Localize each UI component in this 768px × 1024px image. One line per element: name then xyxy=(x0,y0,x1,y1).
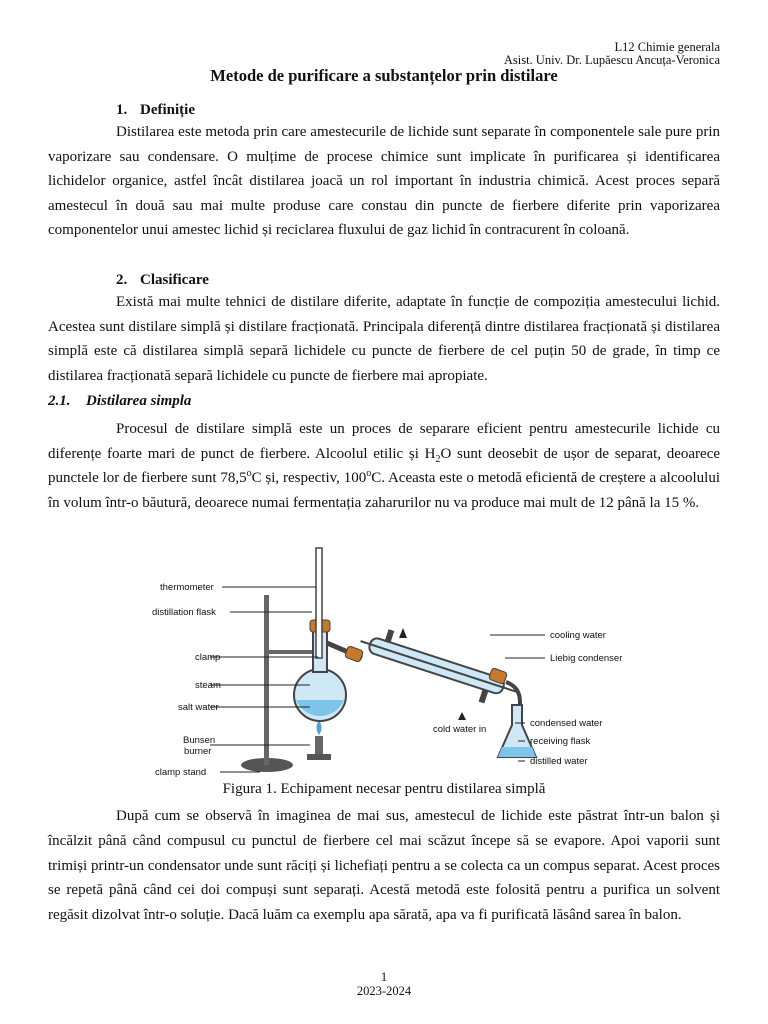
label-salt-water: salt water xyxy=(178,702,219,713)
section-2-1-heading xyxy=(48,393,191,410)
section-2-title: Clasificare xyxy=(140,272,209,288)
label-liebig-condenser: Liebig condenser xyxy=(550,653,623,664)
stand-rod xyxy=(264,595,269,765)
bunsen-tube xyxy=(315,736,323,756)
footer-year: 2023-2024 xyxy=(356,984,412,998)
label-clamp-stand: clamp stand xyxy=(155,767,207,778)
label-distilled-water: distilled water xyxy=(530,756,588,767)
text-part-c: C și, respectiv, 100 xyxy=(251,470,367,487)
section-2-number: 2. xyxy=(116,272,128,288)
section-1-text: Distilarea este metoda prin care amestecurile de lichide sunt separate în componentele sale pure prin vaporizare sau condensare. O mulțime de procese chimice sunt implicate în purificarea și identificarea lichidelor organice, astfel încât distilarea joacă un rol important în industria chimică. Acest proces separă amestecul în două sau mai multe produse care constau din puncte de fierbere diferite prin vaporizarea componentelor unui amestec lichid și reciclarea fluxului de gaz lichid în contracurent în coloană. xyxy=(48,124,720,239)
label-burner: burner xyxy=(184,746,212,757)
section-2-1-number: 2.1. xyxy=(48,393,71,409)
label-bunsen: Bunsen xyxy=(183,735,216,746)
degree-sup-2: o xyxy=(366,468,372,480)
paragraph-after-figure: După cum se observă în imaginea de mai sus, amestecul de lichide este păstrat într-un balon și încălzit până când compusul cu punctul de fierbere cel mai scăzut începe să se evapore. Apoi vaporii sunt trimiși printr-un condensator unde sunt răciți și lichefiați pentru a se colecta ca un compus separat. Acest proces se repetă până când cei doi compuși sunt separați. Acestă metodă este folosită pentru a purifica un solvent regăsit dizolvat într-o soluție. Dacă luăm ca exemplu apa sărată, apa va fi purificată lăsând sarea în balon. xyxy=(48,808,720,924)
label-cooling-water: cooling water xyxy=(550,630,606,641)
subscript-2: 2 xyxy=(435,453,441,465)
section-2-heading xyxy=(116,272,209,289)
cooling-out-arrow-icon xyxy=(399,628,407,638)
liebig-condenser xyxy=(354,622,524,712)
header-course: L12 Chimie generala xyxy=(614,40,720,54)
page-number: 1 xyxy=(380,970,388,984)
figure-caption: Figura 1. Echipament necesar pentru distilarea simplă xyxy=(222,781,546,797)
section-1-title: Definiție xyxy=(140,102,195,118)
section-2-1-title: Distilarea simpla xyxy=(86,393,192,409)
thermometer xyxy=(316,548,322,658)
label-condensed-water: condensed water xyxy=(530,718,603,729)
text-part-b: O sunt deosebit de ușor de separat, deoarece punctele lor de fierbere sunt 78,5 xyxy=(48,445,721,487)
cold-in-arrow-icon xyxy=(458,712,466,720)
distillation-apparatus-figure xyxy=(150,540,730,780)
label-clamp: clamp xyxy=(195,652,221,663)
section-1-heading xyxy=(116,102,195,119)
degree-sup-1: o xyxy=(246,468,252,480)
bunsen-base xyxy=(307,754,331,760)
text-part-a: Procesul de distilare simplă este un proces de separare eficient pentru amestecurile lichide cu diferențe foarte mari de punct de fierbere. Alcoolul etilic și H xyxy=(48,421,720,462)
label-steam: steam xyxy=(195,680,221,691)
page-title: Metode de purificare a substanțelor prin distilare xyxy=(210,66,558,85)
section-2-text: Există mai multe tehnici de distilare diferite, adaptate în funcție de compoziția amestecului lichid. Acestea sunt distilare simplă și distilare fracționată. Principala diferență dintre distilarea fracționată și distilarea simplă este că distilarea simplă separă lichidele cu puncte de fierbere de cel puțin 50 de grade, în timp ce distilarea fracționată separă lichidele cu puncte de fierbere mai apropiate. xyxy=(48,294,720,384)
label-cold-water-in: cold water in xyxy=(433,724,487,735)
flame-icon xyxy=(317,720,322,735)
section-2-1-text xyxy=(48,417,720,515)
section-1-number: 1. xyxy=(116,102,128,118)
side-arm-stopper xyxy=(344,646,363,663)
clamp-arm xyxy=(267,650,319,654)
label-distillation-flask: distillation flask xyxy=(152,607,216,618)
header-author: Asist. Univ. Dr. Lupăescu Ancuța-Veronica xyxy=(503,53,720,67)
text-part-d: C. Aceasta este o metodă eficientă de creștere a alcoolului în volum într-o băutură, deoarece numai fermentația zaharurilor nu va produce mai mult de 12 până la 15 %. xyxy=(48,470,720,511)
label-thermometer: thermometer xyxy=(160,582,214,593)
label-receiving-flask: receiving flask xyxy=(530,736,591,747)
